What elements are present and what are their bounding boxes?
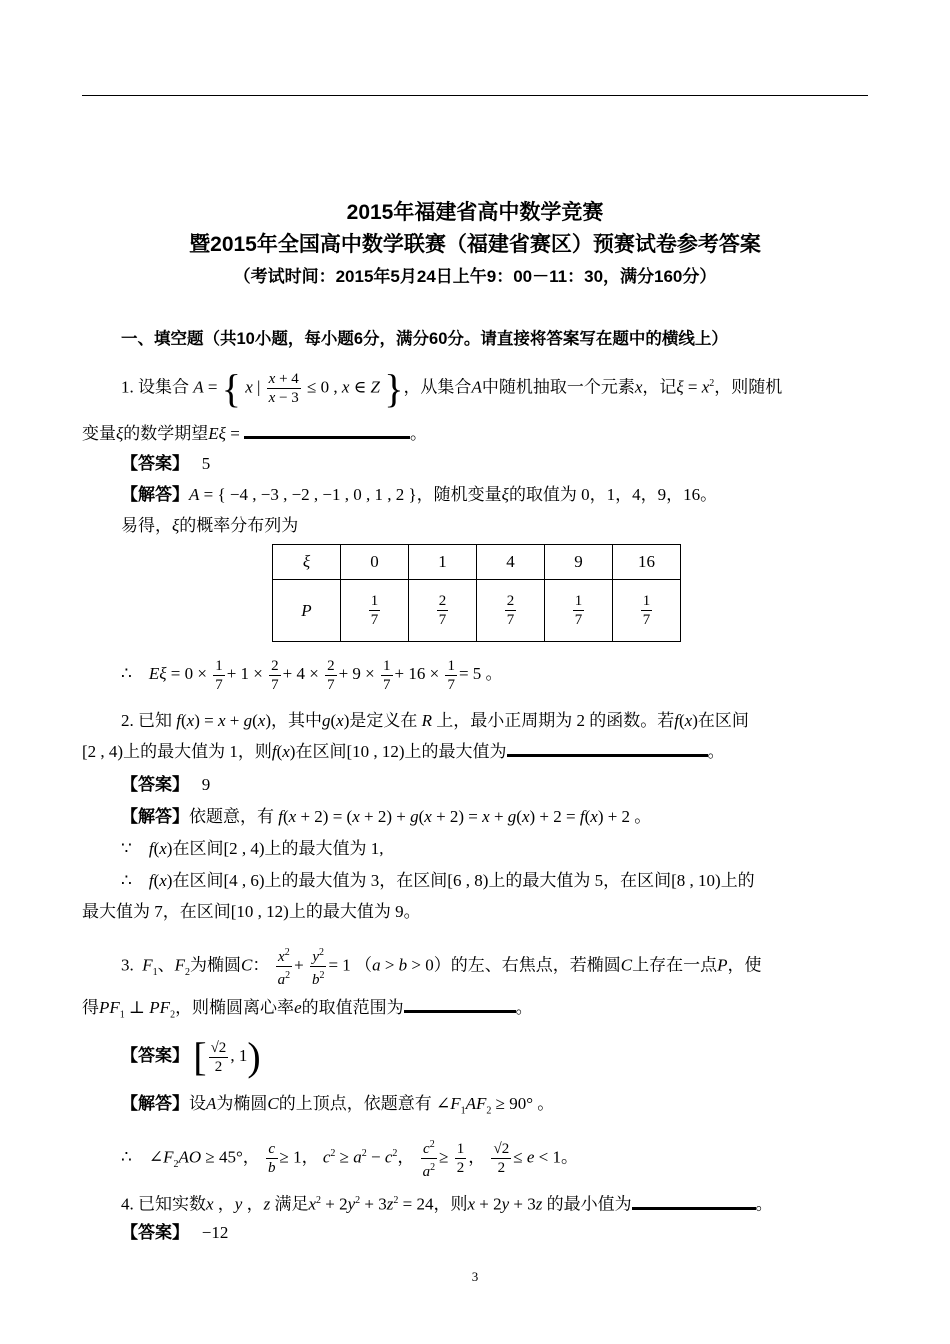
q2-since: ∵ f(x)在区间[2 , 4)上的最大值为 1, [121,839,384,858]
title-line-2: 暨2015年全国高中数学联赛（福建省赛区）预赛试卷参考答案 [189,233,761,256]
q1-expectation: ∴ Eξ = 0 × $\frac{1}{7}$ + 1 × $\frac{2}{7}$ + 4 × $\frac{2}{7}$ + 9 × $\frac{1}{7}$ + 16 × $\frac{1}{7}$ = 5 。 [121,657,503,693]
q2-line-2: [2 , 4)上的最大值为 1，则f(x)在区间[10 , 12)上的最大值为 。 [82,742,725,761]
q4-line-1: 4. 已知实数x ，y ，z 满足$x^2 + 2y^2 + 3z^2 = 24$，则x + 2y + 3z 的最小值为 。 [121,1194,773,1214]
q3-answer: 【答案】 [ $\frac{√2}{2}$ , 1) [121,1034,261,1080]
title-line-3: （考试时间：2015年5月24日上午9：00－11：30，满分160分） [233,267,717,286]
q4-answer-blank [632,1193,756,1210]
table-header-cell: 1 [409,545,477,580]
table-row-label: P [273,580,341,642]
q4-answer: 【答案】 −12 [121,1223,229,1242]
table-cell: $\frac{1}{7}$ [341,580,409,642]
q2-hence: ∴ f(x)在区间[4 , 6)上的最大值为 3，在区间[6 , 8)上的最大值为 5，在区间[8 , 10)上的 [121,871,755,890]
q3-line-2: 得$PF_1$ ⊥ $PF_2$，则椭圆离心率e的取值范围为 。 [82,998,533,1021]
q2-line-1: 2. 已知 f(x) = x + g(x)，其中g(x)是定义在 R 上，最小正周期为 2 的函数。若f(x)在区间 [121,711,749,730]
table-header-cell: ξ [273,545,341,580]
title-line-1: 2015年福建省高中数学竞赛 [346,201,604,224]
section-heading: 一、填空题（共10小题，每小题6分，满分60分。请直接将答案写在题中的横线上） [121,330,728,348]
q2-solution: 【解答】依题意，有 f(x + 2) = (x + 2) + g(x + 2) = x + g(x) + 2 = f(x) + 2 。 [121,807,652,826]
table-header-cell: 16 [613,545,681,580]
q1-solution: 【解答】A = { −4 , −3 , −2 , −1 , 0 , 1 , 2 }，随机变量ξ的取值为 0，1，4，9，16。 [121,485,718,504]
table-header-cell: 9 [545,545,613,580]
q1-solution-line-2: 易得，ξ的概率分布列为 [121,516,299,535]
q1-answer: 【答案】 5 [121,454,211,473]
q3-line-1: 3. $F_1$、$F_2$为椭圆C： $\frac{x^2}{a^2}$ + $\frac{y^2}{b^2}$ = 1 （a > b > 0）的左、右焦点，若椭圆C上存在一点P，使 [121,944,761,993]
q1-line-1: 1. 设集合 A = { x | $\frac{x + 4}{x - 3}$ ≤ 0 , x ∈ Z }，从集合A中随机抽取一个元素x，记$\xi = x^2$，则随机 [121,365,783,411]
q2-answer-blank [507,740,708,757]
q1-line-2: 变量ξ的数学期望Eξ = 。 [82,424,428,443]
table-cell: $\frac{2}{7}$ [477,580,545,642]
q2-last: 最大值为 7，在区间[10 , 12)上的最大值为 9。 [82,902,421,921]
probability-table [272,544,681,642]
header-rule [82,95,868,96]
q3-derivation: ∴ $\angle F_2AO \ge 45^\circ$， $\frac{c}{b}$ ≥ 1， $c^2 \ge a^2 - c^2$， $\frac{c^2}{a^2}$ ≥ $\frac{1}{2}$ ， $\frac{√2}{2}$ ≤ e < 1。 [121,1134,578,1185]
q3-solution: 【解答】设A为椭圆C的上顶点，依题意有 $\angle F_1AF_2 \ge 90^\circ$ 。 [121,1094,555,1117]
table-cell: $\frac{1}{7}$ [545,580,613,642]
table-header-cell: 4 [477,545,545,580]
q1-answer-blank [244,422,410,439]
table-cell: $\frac{2}{7}$ [409,580,477,642]
page-number: 3 [471,1269,479,1284]
q2-answer: 【答案】 9 [121,775,211,794]
table-header-cell: 0 [341,545,409,580]
table-cell: $\frac{1}{7}$ [613,580,681,642]
q3-answer-blank [404,996,516,1013]
